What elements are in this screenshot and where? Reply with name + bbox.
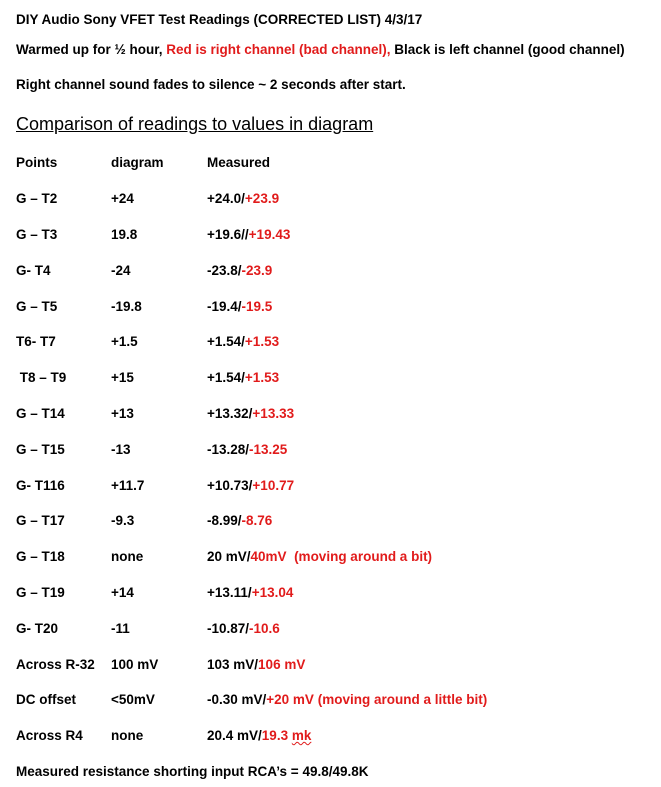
intro-prefix: Warmed up for ½ hour, [16, 42, 167, 57]
point-cell: G – T3 [16, 227, 58, 242]
measured-right-value: +19.43 [248, 227, 291, 242]
measured-left-value: -0.30 mV/ [207, 692, 267, 707]
measured-right-value: +13.04 [251, 585, 294, 600]
table-row [0, 513, 661, 533]
spellcheck-word: mk [291, 728, 312, 743]
measured-cell [207, 191, 279, 206]
table-row [0, 334, 661, 354]
note-line: Right channel sound fades to silence ~ 2 seconds after start. [16, 77, 406, 92]
diagram-cell: +11.7 [111, 478, 145, 493]
diagram-cell: -19.8 [111, 299, 142, 314]
diagram-cell: +24 [111, 191, 134, 206]
measured-cell [207, 621, 280, 636]
measured-left-value: +13.11/ [207, 585, 252, 600]
measured-left-value: -10.87/ [207, 621, 250, 636]
intro-line [16, 42, 625, 57]
measured-cell [207, 406, 294, 421]
measured-right-value: -10.6 [249, 621, 280, 636]
table-row [0, 299, 661, 319]
measured-left-value: 20 mV/ [207, 549, 251, 564]
section-heading: Comparison of readings to values in diagram [16, 114, 374, 134]
diagram-cell: -13 [111, 442, 131, 457]
diagram-cell: 19.8 [111, 227, 138, 242]
diagram-cell: -11 [111, 621, 130, 636]
measured-left-value: +13.32/ [207, 406, 253, 421]
diagram-cell: none [111, 549, 144, 564]
point-cell: Across R4 [16, 728, 83, 743]
point-cell: Across R-32 [16, 657, 95, 672]
measured-right-value: +1.53 [244, 334, 280, 349]
point-cell: G- T116 [16, 478, 65, 493]
table-row [0, 621, 661, 641]
measured-cell [207, 478, 294, 493]
measured-cell [207, 728, 311, 743]
intro-suffix: Black is left channel (good channel) [390, 42, 625, 57]
table-row [0, 191, 661, 211]
table-row [0, 657, 661, 677]
measured-cell [207, 585, 293, 600]
measured-left-value: +1.54/ [207, 370, 245, 385]
measured-right-value: -23.9 [241, 263, 273, 278]
measured-left-value: +1.54/ [207, 334, 245, 349]
measured-left-value: -23.8/ [207, 263, 242, 278]
diagram-cell: -9.3 [111, 513, 135, 528]
measured-left-value: 20.4 mV/ [207, 728, 262, 743]
measured-note: (moving around a bit) [286, 549, 433, 564]
measured-cell [207, 549, 432, 564]
point-cell: G – T17 [16, 513, 65, 528]
diagram-cell: 100 mV [111, 657, 159, 672]
point-cell: G – T19 [16, 585, 65, 600]
diagram-cell: -24 [111, 263, 131, 278]
point-cell: G- T4 [16, 263, 51, 278]
table-row [0, 728, 661, 748]
measured-right-value: -19.5 [241, 299, 273, 314]
point-cell: G- T20 [16, 621, 59, 636]
measured-right-value: 19.3 [261, 728, 292, 743]
column-header-points: Points [16, 155, 58, 170]
measured-cell [207, 370, 279, 385]
table-row [0, 406, 661, 426]
measured-left-value: +10.73/ [207, 478, 253, 493]
measured-right-value: +13.33 [252, 406, 295, 421]
measured-right-value: 40mV [250, 549, 287, 564]
measured-cell [207, 442, 287, 457]
measured-right-value: +10.77 [252, 478, 295, 493]
measured-right-value: 106 mV [258, 657, 306, 672]
table-row [0, 585, 661, 605]
table-row [0, 692, 661, 712]
measured-right-value: -8.76 [241, 513, 273, 528]
point-cell: G – T18 [16, 549, 65, 564]
measured-cell [207, 299, 272, 314]
measured-left-value: +24.0/ [207, 191, 245, 206]
diagram-cell: +14 [111, 585, 134, 600]
measured-cell [207, 513, 272, 528]
document-title: DIY Audio Sony VFET Test Readings (CORRECTED LIST) 4/3/17 [16, 12, 423, 27]
measured-cell [207, 334, 279, 349]
diagram-cell: +13 [111, 406, 134, 421]
intro-red-text: Red is right channel (bad channel), [166, 42, 391, 57]
table-row [0, 478, 661, 498]
point-cell: T8 – T9 [16, 370, 67, 385]
table-row [0, 370, 661, 390]
measured-left-value: -8.99/ [207, 513, 242, 528]
diagram-cell: +15 [111, 370, 134, 385]
measured-right-value: -13.25 [249, 442, 288, 457]
point-cell: T6- T7 [16, 334, 56, 349]
table-row [0, 549, 661, 569]
table-row [0, 227, 661, 247]
point-cell: DC offset [16, 692, 76, 707]
diagram-cell: +1.5 [111, 334, 138, 349]
table-row [0, 263, 661, 283]
table-row [0, 442, 661, 462]
measured-note: (moving around a little bit) [313, 692, 488, 707]
footer-line: Measured resistance shorting input RCA’s = 49.8/49.8K [16, 764, 369, 779]
measured-right-value: +1.53 [244, 370, 280, 385]
point-cell: G – T15 [16, 442, 65, 457]
measured-right-value: +23.9 [244, 191, 280, 206]
measured-left-value: +19.6// [207, 227, 249, 242]
point-cell: G – T2 [16, 191, 58, 206]
diagram-cell: none [111, 728, 144, 743]
column-header-diagram: diagram [111, 155, 164, 170]
point-cell: G – T5 [16, 299, 58, 314]
point-cell: G – T14 [16, 406, 65, 421]
column-header-measured: Measured [207, 155, 271, 170]
measured-right-value: +20 mV [266, 692, 314, 707]
measured-left-value: -19.4/ [207, 299, 242, 314]
diagram-cell: <50mV [111, 692, 155, 707]
measured-left-value: -13.28/ [207, 442, 250, 457]
measured-cell [207, 657, 305, 672]
measured-cell [207, 692, 487, 707]
measured-cell [207, 227, 290, 242]
table-header-row [0, 155, 661, 175]
measured-cell [207, 263, 272, 278]
measured-left-value: 103 mV/ [207, 657, 259, 672]
